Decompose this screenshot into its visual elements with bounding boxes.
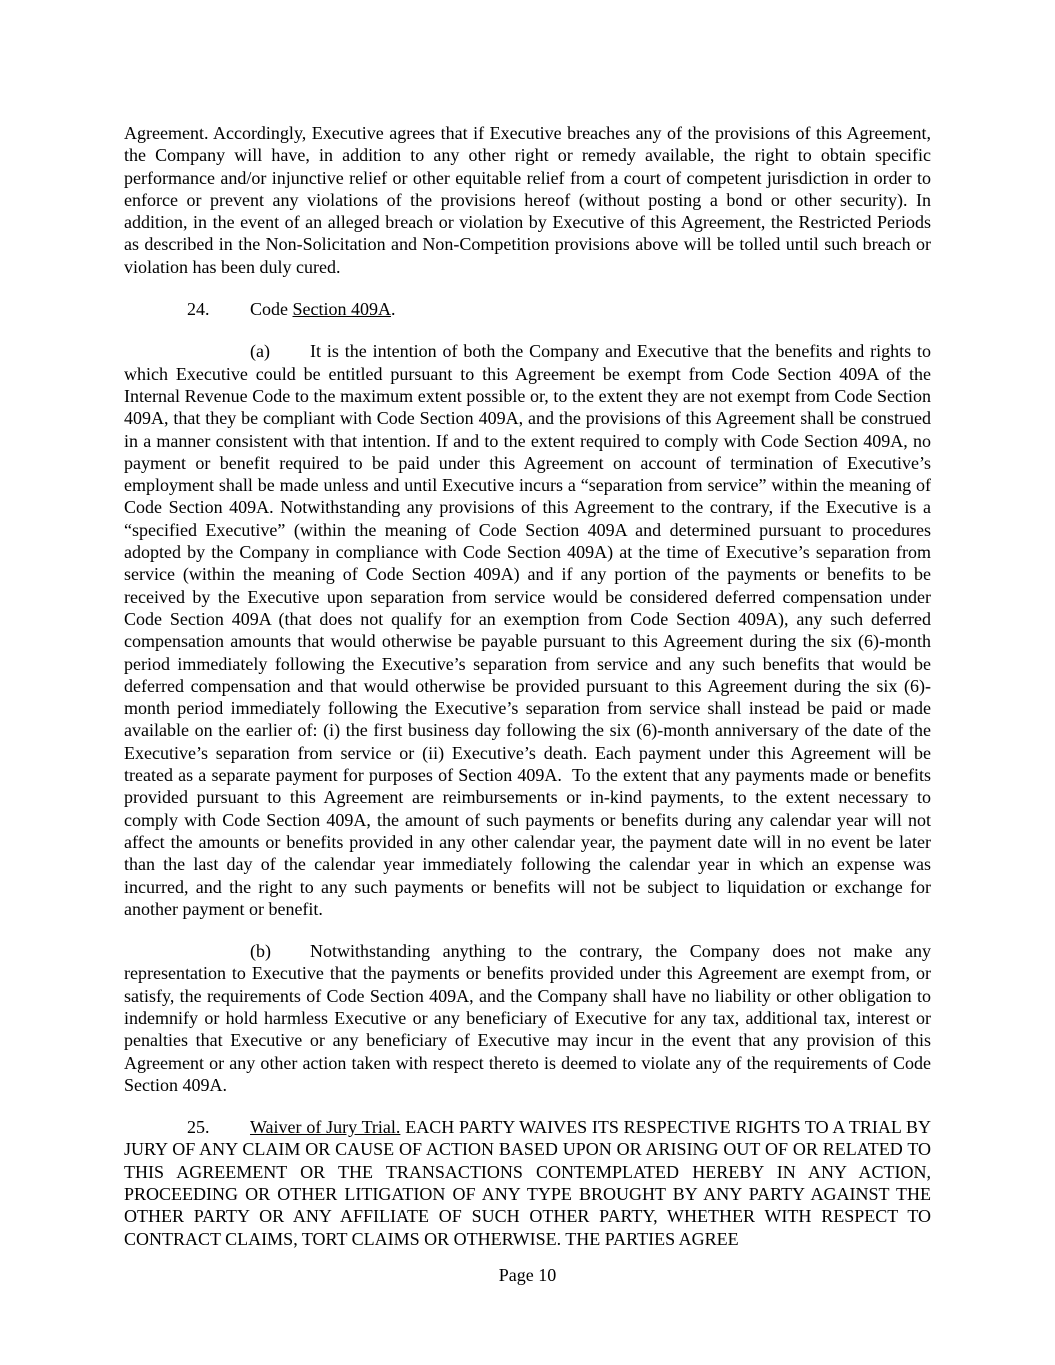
section-25-paragraph — [124, 1116, 931, 1250]
paragraph-24a-text: It is the intention of both the Company and Executive that the benefits and rights to which Executive could be entitled pursuant to this Agreement be exempt from Code Section 409A of the Internal Revenue Code to the maximum extent possible or, to the extent they are not exempt from Code Section 409A, that they be compliant with Code Section 409A, and the provisions of this Agreement shall be construed in a manner consistent with that intention. If and to the extent required to comply with Code Section 409A, no payment or benefit required to be paid under this Agreement on account of termination of Executive’s employment shall be made unless and until Executive incurs a “separation from service” within the meaning of Code Section 409A. Notwithstanding any provisions of this Agreement to the contrary, if the Executive is a “specified Executive” (within the meaning of Code Section 409A and determined pursuant to procedures adopted by the Company in compliance with Code Section 409A) at the time of Executive’s separation from service (within the meaning of Code Section 409A) and if any portion of the payments or benefits to be received by the Executive upon separation from service would be considered deferred compensation under Code Section 409A (that does not qualify for an exemption from Code Section 409A), any such deferred compensation amounts that would otherwise be payable pursuant to this Agreement during the six (6)-month period immediately following the Executive’s separation from service and any such benefits that would be deferred compensation and that would otherwise be provided pursuant to this Agreement during the six (6)-month period immediately following the Executive’s separation from service shall instead be paid or made available on the earlier of: (i) the first business day following the six (6)-month anniversary of the date of the Executive’s separation from service or (ii) Executive’s death. Each payment under this Agreement will be treated as a separate payment for purposes of Section 409A. To the extent that any payments made or benefits provided pursuant to this Agreement are reimbursements or in-kind payments, to the extent necessary to comply with Code Section 409A, the amount of such payments or benefits during any calendar year will not affect the amounts or benefits provided in any other calendar year, the payment date will in no event be later than the last day of the calendar year immediately following the calendar year in which an expense was incurred, and the right to any such payments or benefits will not be subject to liquidation or exchange for another payment or benefit. — [124, 341, 931, 919]
section-25-title-underlined: Waiver of Jury Trial. — [250, 1117, 401, 1138]
page-footer — [0, 1264, 1055, 1286]
paragraph-continuation-text: Agreement. Accordingly, Executive agrees that if Executive breaches any of the provisions of this Agreement, the Company will have, in addition to any other right or remedy available, the right to obtain specific performance and/or injunctive relief or other equitable relief from a court of competent jurisdiction in order to enforce or prevent any violations of the provisions hereof (without posting a bond or other security). In addition, in the event of an alleged breach or violation by Executive of this Agreement, the Restricted Periods as described in the Non-Solicitation and Non-Competition provisions above will be tolled until such breach or violation has been duly cured. — [124, 123, 931, 277]
paragraph-24a — [124, 340, 931, 920]
section-24-number: 24. — [187, 299, 210, 320]
paragraph-24b-label: (b) — [250, 941, 271, 962]
section-25-text: EACH PARTY WAIVES ITS RESPECTIVE RIGHTS TO A TRIAL BY JURY OF ANY CLAIM OR CAUSE OF ACTION BASED UPON OR ARISING OUT OF OR RELATED TO THIS AGREEMENT OR THE TRANSACTIONS CONTEMPLATED HEREBY IN ANY ACTION, PROCEEDING OR OTHER LITIGATION OF ANY TYPE BROUGHT BY ANY PARTY AGAINST THE OTHER PARTY OR ANY AFFILIATE OF SUCH OTHER PARTY, WHETHER WITH RESPECT TO CONTRACT CLAIMS, TORT CLAIMS OR OTHERWISE. THE PARTIES AGREE — [124, 1117, 931, 1249]
section-24-title-prefix: Code — [250, 299, 293, 320]
section-24-title-underlined: Section 409A — [292, 299, 391, 320]
section-24-title-suffix: . — [391, 299, 396, 320]
paragraph-24b-text: Notwithstanding anything to the contrary, the Company does not make any representation to Executive that the payments or benefits provided under this Agreement are exempt from, or satisfy, the requirements of Code Section 409A, and the Company shall have no liability or other obligation to indemnify or hold harmless Executive or any beneficiary of Executive for any tax, additional tax, interest or penalties that Executive or any beneficiary of Executive may incur in the event that any provision of this Agreement or any other action taken with respect thereto is deemed to violate any of the requirements of Code Section 409A. — [124, 941, 931, 1095]
paragraph-continuation — [124, 122, 931, 278]
section-24-heading — [124, 298, 931, 320]
paragraph-24b — [124, 940, 931, 1096]
page-number: Page 10 — [498, 1265, 557, 1285]
section-25-number: 25. — [187, 1117, 210, 1138]
paragraph-24a-label: (a) — [250, 341, 270, 362]
